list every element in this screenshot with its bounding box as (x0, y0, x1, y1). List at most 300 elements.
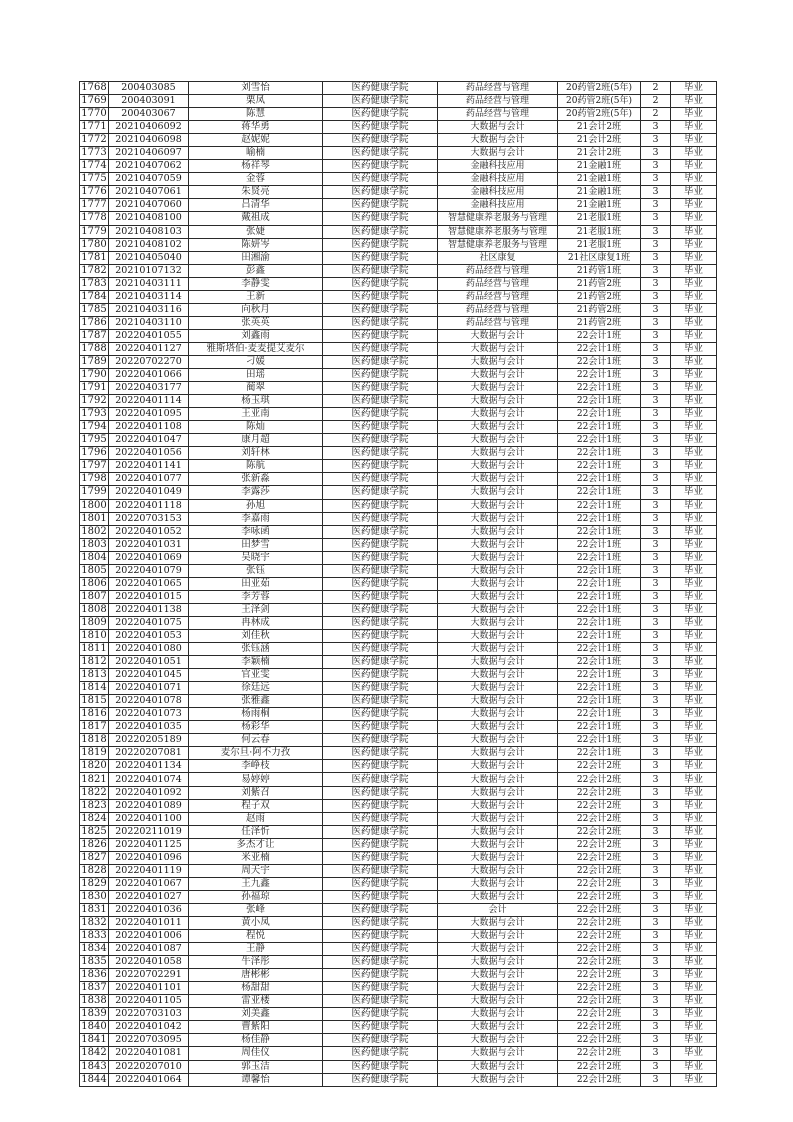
student-name: 吴晓宇 (189, 551, 323, 564)
table-row (80, 199, 717, 212)
major-name: 大数据与会计 (438, 838, 558, 851)
table-row (80, 82, 717, 95)
row-number: 1821 (81, 773, 107, 785)
student-name: 易婷婷 (189, 773, 323, 786)
table-row (80, 160, 717, 173)
row-number: 1835 (81, 956, 107, 968)
table-row (80, 786, 717, 799)
table-row (80, 355, 717, 368)
college-name: 医药健康学院 (323, 943, 438, 956)
graduation-status: 毕业 (671, 95, 717, 108)
major-name: 智慧健康养老服务与管理 (438, 212, 558, 225)
class-name: 21药管2班 (558, 290, 641, 303)
class-name: 22会计2班 (558, 995, 641, 1008)
student-id: 20220401114 (109, 395, 189, 408)
student-id: 20220401066 (109, 369, 189, 382)
student-name: 程子双 (189, 799, 323, 812)
major-name: 金融科技应用 (438, 186, 558, 199)
student-id: 20220401049 (109, 486, 189, 499)
duration-years: 3 (641, 956, 671, 969)
student-name: 任泽忻 (189, 825, 323, 838)
graduation-status: 毕业 (671, 395, 717, 408)
college-name: 医药健康学院 (323, 160, 438, 173)
row-number: 1807 (81, 590, 107, 602)
graduation-status: 毕业 (671, 629, 717, 642)
duration-years: 3 (641, 199, 671, 212)
row-number: 1830 (81, 890, 107, 902)
class-name: 22会计1班 (558, 329, 641, 342)
class-name: 21老服1班 (558, 225, 641, 238)
class-name: 21老服1班 (558, 238, 641, 251)
graduation-status: 毕业 (671, 212, 717, 225)
college-name: 医药健康学院 (323, 969, 438, 982)
graduation-status: 毕业 (671, 160, 717, 173)
duration-years: 3 (641, 603, 671, 616)
duration-years: 3 (641, 747, 671, 760)
student-name: 黄小凤 (189, 917, 323, 930)
student-id: 20220401101 (109, 982, 189, 995)
student-name: 杨甜甜 (189, 982, 323, 995)
row-number: 1768 (81, 82, 107, 94)
table-row (80, 434, 717, 447)
row-number: 1771 (81, 121, 107, 133)
college-name: 医药健康学院 (323, 134, 438, 147)
student-id: 20220401036 (109, 903, 189, 916)
graduation-status: 毕业 (671, 382, 717, 395)
row-number: 1838 (81, 995, 107, 1007)
college-name: 医药健康学院 (323, 147, 438, 160)
major-name: 智慧健康养老服务与管理 (438, 238, 558, 251)
college-name: 医药健康学院 (323, 747, 438, 760)
duration-years: 3 (641, 147, 671, 160)
row-number: 1811 (81, 643, 107, 655)
class-name: 22会计1班 (558, 434, 641, 447)
graduation-status: 毕业 (671, 342, 717, 355)
student-id: 20220702291 (109, 969, 189, 982)
student-id: 20220401141 (109, 460, 189, 473)
college-name: 医药健康学院 (323, 956, 438, 969)
class-name: 22会计2班 (558, 838, 641, 851)
major-name: 大数据与会计 (438, 629, 558, 642)
class-name: 22会计2班 (558, 877, 641, 890)
graduation-status: 毕业 (671, 447, 717, 460)
student-id: 20220403177 (109, 382, 189, 395)
row-number: 1797 (81, 460, 107, 472)
row-number: 1798 (81, 473, 107, 485)
duration-years: 3 (641, 590, 671, 603)
table-row (80, 995, 717, 1008)
row-number: 1843 (81, 1060, 107, 1072)
class-name: 22会计1班 (558, 669, 641, 682)
student-name: 米亚楠 (189, 851, 323, 864)
college-name: 医药健康学院 (323, 251, 438, 264)
row-number: 1814 (81, 682, 107, 694)
class-name: 22会计2班 (558, 773, 641, 786)
major-name: 大数据与会计 (438, 1073, 558, 1086)
row-number: 1829 (81, 877, 107, 889)
major-name: 大数据与会计 (438, 460, 558, 473)
table-row (80, 616, 717, 629)
student-id: 20220401064 (109, 1073, 189, 1086)
duration-years: 3 (641, 173, 671, 186)
duration-years: 3 (641, 773, 671, 786)
row-number: 1804 (81, 551, 107, 563)
duration-years: 3 (641, 486, 671, 499)
student-name: 王亚南 (189, 408, 323, 421)
duration-years: 3 (641, 930, 671, 943)
table-row (80, 943, 717, 956)
table-row (80, 708, 717, 721)
college-name: 医药健康学院 (323, 303, 438, 316)
student-id: 20220401077 (109, 473, 189, 486)
table-row (80, 851, 717, 864)
class-name: 21药管2班 (558, 277, 641, 290)
student-name: 朱贤亮 (189, 186, 323, 199)
graduation-status: 毕业 (671, 943, 717, 956)
student-name: 张雅鑫 (189, 695, 323, 708)
student-id: 20220401108 (109, 421, 189, 434)
major-name: 大数据与会计 (438, 786, 558, 799)
student-id: 20220401075 (109, 616, 189, 629)
major-name: 大数据与会计 (438, 773, 558, 786)
graduation-status: 毕业 (671, 473, 717, 486)
row-number: 1836 (81, 969, 107, 981)
college-name: 医药健康学院 (323, 473, 438, 486)
class-name: 22会计1班 (558, 551, 641, 564)
college-name: 医药健康学院 (323, 1034, 438, 1047)
row-number: 1820 (81, 760, 107, 772)
student-name: 周佳仪 (189, 1047, 323, 1060)
class-name: 22会计1班 (558, 721, 641, 734)
duration-years: 3 (641, 616, 671, 629)
college-name: 医药健康学院 (323, 342, 438, 355)
student-id: 20220401087 (109, 943, 189, 956)
major-name: 大数据与会计 (438, 721, 558, 734)
student-name: 张峰 (189, 903, 323, 916)
college-name: 医药健康学院 (323, 382, 438, 395)
row-number: 1842 (81, 1047, 107, 1059)
student-name: 蒋华勇 (189, 121, 323, 134)
row-number: 1784 (81, 290, 107, 302)
table-row (80, 173, 717, 186)
graduation-status: 毕业 (671, 82, 717, 95)
class-name: 22会计2班 (558, 1073, 641, 1086)
row-number: 1795 (81, 434, 107, 446)
student-id: 20220401055 (109, 329, 189, 342)
table-row (80, 721, 717, 734)
student-name: 刘佳秋 (189, 629, 323, 642)
table-row (80, 956, 717, 969)
college-name: 医药健康学院 (323, 708, 438, 721)
graduation-status: 毕业 (671, 251, 717, 264)
class-name: 22会计2班 (558, 864, 641, 877)
college-name: 医药健康学院 (323, 434, 438, 447)
student-name: 田瑶 (189, 369, 323, 382)
college-name: 医药健康学院 (323, 721, 438, 734)
table-row (80, 108, 717, 121)
student-id: 20220401079 (109, 564, 189, 577)
major-name: 大数据与会计 (438, 382, 558, 395)
class-name: 22会计2班 (558, 930, 641, 943)
graduation-status: 毕业 (671, 708, 717, 721)
table-row (80, 760, 717, 773)
student-id: 20220401065 (109, 577, 189, 590)
table-row (80, 264, 717, 277)
graduation-status: 毕业 (671, 264, 717, 277)
student-id: 20220401042 (109, 1021, 189, 1034)
major-name: 智慧健康养老服务与管理 (438, 225, 558, 238)
row-number: 1818 (81, 734, 107, 746)
student-name: 刘雪怡 (189, 82, 323, 95)
major-name: 大数据与会计 (438, 643, 558, 656)
table-row (80, 734, 717, 747)
class-name: 22会计2班 (558, 890, 641, 903)
table-row (80, 147, 717, 160)
student-name: 杨祥琴 (189, 160, 323, 173)
graduation-status: 毕业 (671, 499, 717, 512)
student-id: 20220401081 (109, 1047, 189, 1060)
college-name: 医药健康学院 (323, 95, 438, 108)
duration-years: 3 (641, 982, 671, 995)
graduation-status: 毕业 (671, 460, 717, 473)
row-number: 1812 (81, 656, 107, 668)
class-name: 22会计2班 (558, 1060, 641, 1073)
student-id: 20210403116 (109, 303, 189, 316)
major-name: 社区康复 (438, 251, 558, 264)
student-name: 刘紫召 (189, 786, 323, 799)
graduation-status: 毕业 (671, 369, 717, 382)
student-id: 20210408102 (109, 238, 189, 251)
graduation-status: 毕业 (671, 903, 717, 916)
class-name: 22会计2班 (558, 1008, 641, 1021)
student-id: 20210405040 (109, 251, 189, 264)
duration-years: 3 (641, 721, 671, 734)
student-id: 20220401096 (109, 851, 189, 864)
student-name: 赵雨 (189, 812, 323, 825)
student-id: 20220401031 (109, 538, 189, 551)
graduation-status: 毕业 (671, 1008, 717, 1021)
major-name: 大数据与会计 (438, 747, 558, 760)
student-id: 20220401067 (109, 877, 189, 890)
duration-years: 3 (641, 434, 671, 447)
duration-years: 3 (641, 225, 671, 238)
major-name: 大数据与会计 (438, 812, 558, 825)
table-row (80, 838, 717, 851)
major-name: 大数据与会计 (438, 538, 558, 551)
duration-years: 3 (641, 943, 671, 956)
duration-years: 3 (641, 512, 671, 525)
graduation-status: 毕业 (671, 225, 717, 238)
student-id: 20220401127 (109, 342, 189, 355)
graduation-status: 毕业 (671, 603, 717, 616)
class-name: 22会计1班 (558, 499, 641, 512)
major-name: 药品经营与管理 (438, 108, 558, 121)
student-name: 李颖楠 (189, 656, 323, 669)
class-name: 22会计1班 (558, 656, 641, 669)
student-id: 20210107132 (109, 264, 189, 277)
student-id: 20220401073 (109, 708, 189, 721)
major-name: 大数据与会计 (438, 656, 558, 669)
student-name: 何云春 (189, 734, 323, 747)
duration-years: 3 (641, 564, 671, 577)
graduation-status: 毕业 (671, 838, 717, 851)
major-name: 大数据与会计 (438, 669, 558, 682)
graduation-status: 毕业 (671, 486, 717, 499)
student-id: 20220401095 (109, 408, 189, 421)
college-name: 医药健康学院 (323, 238, 438, 251)
college-name: 医药健康学院 (323, 82, 438, 95)
student-name: 刘鑫雨 (189, 329, 323, 342)
table-row (80, 1034, 717, 1047)
class-name: 22会计1班 (558, 342, 641, 355)
row-number: 1823 (81, 799, 107, 811)
class-name: 21会计2班 (558, 147, 641, 160)
table-row (80, 656, 717, 669)
student-id: 20210403114 (109, 290, 189, 303)
class-name: 22会计1班 (558, 577, 641, 590)
college-name: 医药健康学院 (323, 825, 438, 838)
major-name: 大数据与会计 (438, 877, 558, 890)
class-name: 21金融1班 (558, 186, 641, 199)
graduation-status: 毕业 (671, 551, 717, 564)
duration-years: 3 (641, 303, 671, 316)
class-name: 22会计1班 (558, 473, 641, 486)
major-name: 大数据与会计 (438, 603, 558, 616)
class-name: 22会计1班 (558, 382, 641, 395)
class-name: 22会计1班 (558, 695, 641, 708)
major-name: 大数据与会计 (438, 369, 558, 382)
duration-years: 3 (641, 1008, 671, 1021)
major-name: 大数据与会计 (438, 408, 558, 421)
graduation-status: 毕业 (671, 408, 717, 421)
row-number: 1801 (81, 512, 107, 524)
row-number: 1770 (81, 108, 107, 120)
table-row (80, 747, 717, 760)
duration-years: 3 (641, 134, 671, 147)
student-id: 20220401078 (109, 695, 189, 708)
college-name: 医药健康学院 (323, 995, 438, 1008)
major-name: 大数据与会计 (438, 1034, 558, 1047)
table-row (80, 499, 717, 512)
class-name: 22会计1班 (558, 564, 641, 577)
row-number: 1806 (81, 577, 107, 589)
row-number: 1817 (81, 721, 107, 733)
student-id: 20220401011 (109, 917, 189, 930)
student-id: 20220207081 (109, 747, 189, 760)
table-row (80, 577, 717, 590)
graduation-status: 毕业 (671, 329, 717, 342)
student-name: 刘美鑫 (189, 1008, 323, 1021)
class-name: 22会计1班 (558, 747, 641, 760)
major-name: 大数据与会计 (438, 799, 558, 812)
graduation-status: 毕业 (671, 786, 717, 799)
row-number: 1778 (81, 212, 107, 224)
graduation-status: 毕业 (671, 930, 717, 943)
class-name: 22会计2班 (558, 760, 641, 773)
student-name: 杨彩华 (189, 721, 323, 734)
table-row (80, 421, 717, 434)
table-row (80, 695, 717, 708)
major-name: 大数据与会计 (438, 734, 558, 747)
table-row (80, 238, 717, 251)
student-name: 郭玉洁 (189, 1060, 323, 1073)
student-name: 牛泽彤 (189, 956, 323, 969)
graduation-status: 毕业 (671, 982, 717, 995)
graduation-status: 毕业 (671, 147, 717, 160)
table-row (80, 95, 717, 108)
student-name: 李嘉雨 (189, 512, 323, 525)
student-id: 20210406098 (109, 134, 189, 147)
table-row (80, 121, 717, 134)
class-name: 22会计1班 (558, 590, 641, 603)
table-row (80, 460, 717, 473)
student-id: 20210407061 (109, 186, 189, 199)
student-name: 刁媛 (189, 355, 323, 368)
student-name: 周天宇 (189, 864, 323, 877)
college-name: 医药健康学院 (323, 577, 438, 590)
graduation-status: 毕业 (671, 825, 717, 838)
student-id: 20220703153 (109, 512, 189, 525)
class-name: 22会计2班 (558, 943, 641, 956)
table-row (80, 277, 717, 290)
student-id: 20220401089 (109, 799, 189, 812)
major-name: 大数据与会计 (438, 447, 558, 460)
graduation-status: 毕业 (671, 1021, 717, 1034)
major-name: 大数据与会计 (438, 590, 558, 603)
class-name: 22会计1班 (558, 616, 641, 629)
college-name: 医药健康学院 (323, 1021, 438, 1034)
duration-years: 3 (641, 316, 671, 329)
row-number: 1802 (81, 525, 107, 537)
major-name: 大数据与会计 (438, 564, 558, 577)
duration-years: 3 (641, 851, 671, 864)
student-id: 20220401100 (109, 812, 189, 825)
class-name: 22会计2班 (558, 851, 641, 864)
duration-years: 3 (641, 812, 671, 825)
student-name: 孙旭 (189, 499, 323, 512)
duration-years: 3 (641, 355, 671, 368)
college-name: 医药健康学院 (323, 551, 438, 564)
graduation-status: 毕业 (671, 760, 717, 773)
table-row (80, 525, 717, 538)
duration-years: 3 (641, 682, 671, 695)
student-name: 冉林成 (189, 616, 323, 629)
student-name: 王泽剑 (189, 603, 323, 616)
student-name: 张新淼 (189, 473, 323, 486)
major-name: 大数据与会计 (438, 825, 558, 838)
graduation-status: 毕业 (671, 851, 717, 864)
class-name: 22会计1班 (558, 395, 641, 408)
student-id: 20220401051 (109, 656, 189, 669)
row-number: 1839 (81, 1008, 107, 1020)
college-name: 医药健康学院 (323, 538, 438, 551)
duration-years: 3 (641, 369, 671, 382)
college-name: 医药健康学院 (323, 603, 438, 616)
student-name: 孙福琼 (189, 890, 323, 903)
college-name: 医药健康学院 (323, 917, 438, 930)
graduation-status: 毕业 (671, 238, 717, 251)
graduation-status: 毕业 (671, 421, 717, 434)
major-name: 大数据与会计 (438, 851, 558, 864)
duration-years: 3 (641, 277, 671, 290)
student-id: 20220401015 (109, 590, 189, 603)
major-name: 大数据与会计 (438, 695, 558, 708)
major-name: 大数据与会计 (438, 577, 558, 590)
table-row (80, 512, 717, 525)
major-name: 药品经营与管理 (438, 82, 558, 95)
student-name: 李静雯 (189, 277, 323, 290)
college-name: 医药健康学院 (323, 903, 438, 916)
